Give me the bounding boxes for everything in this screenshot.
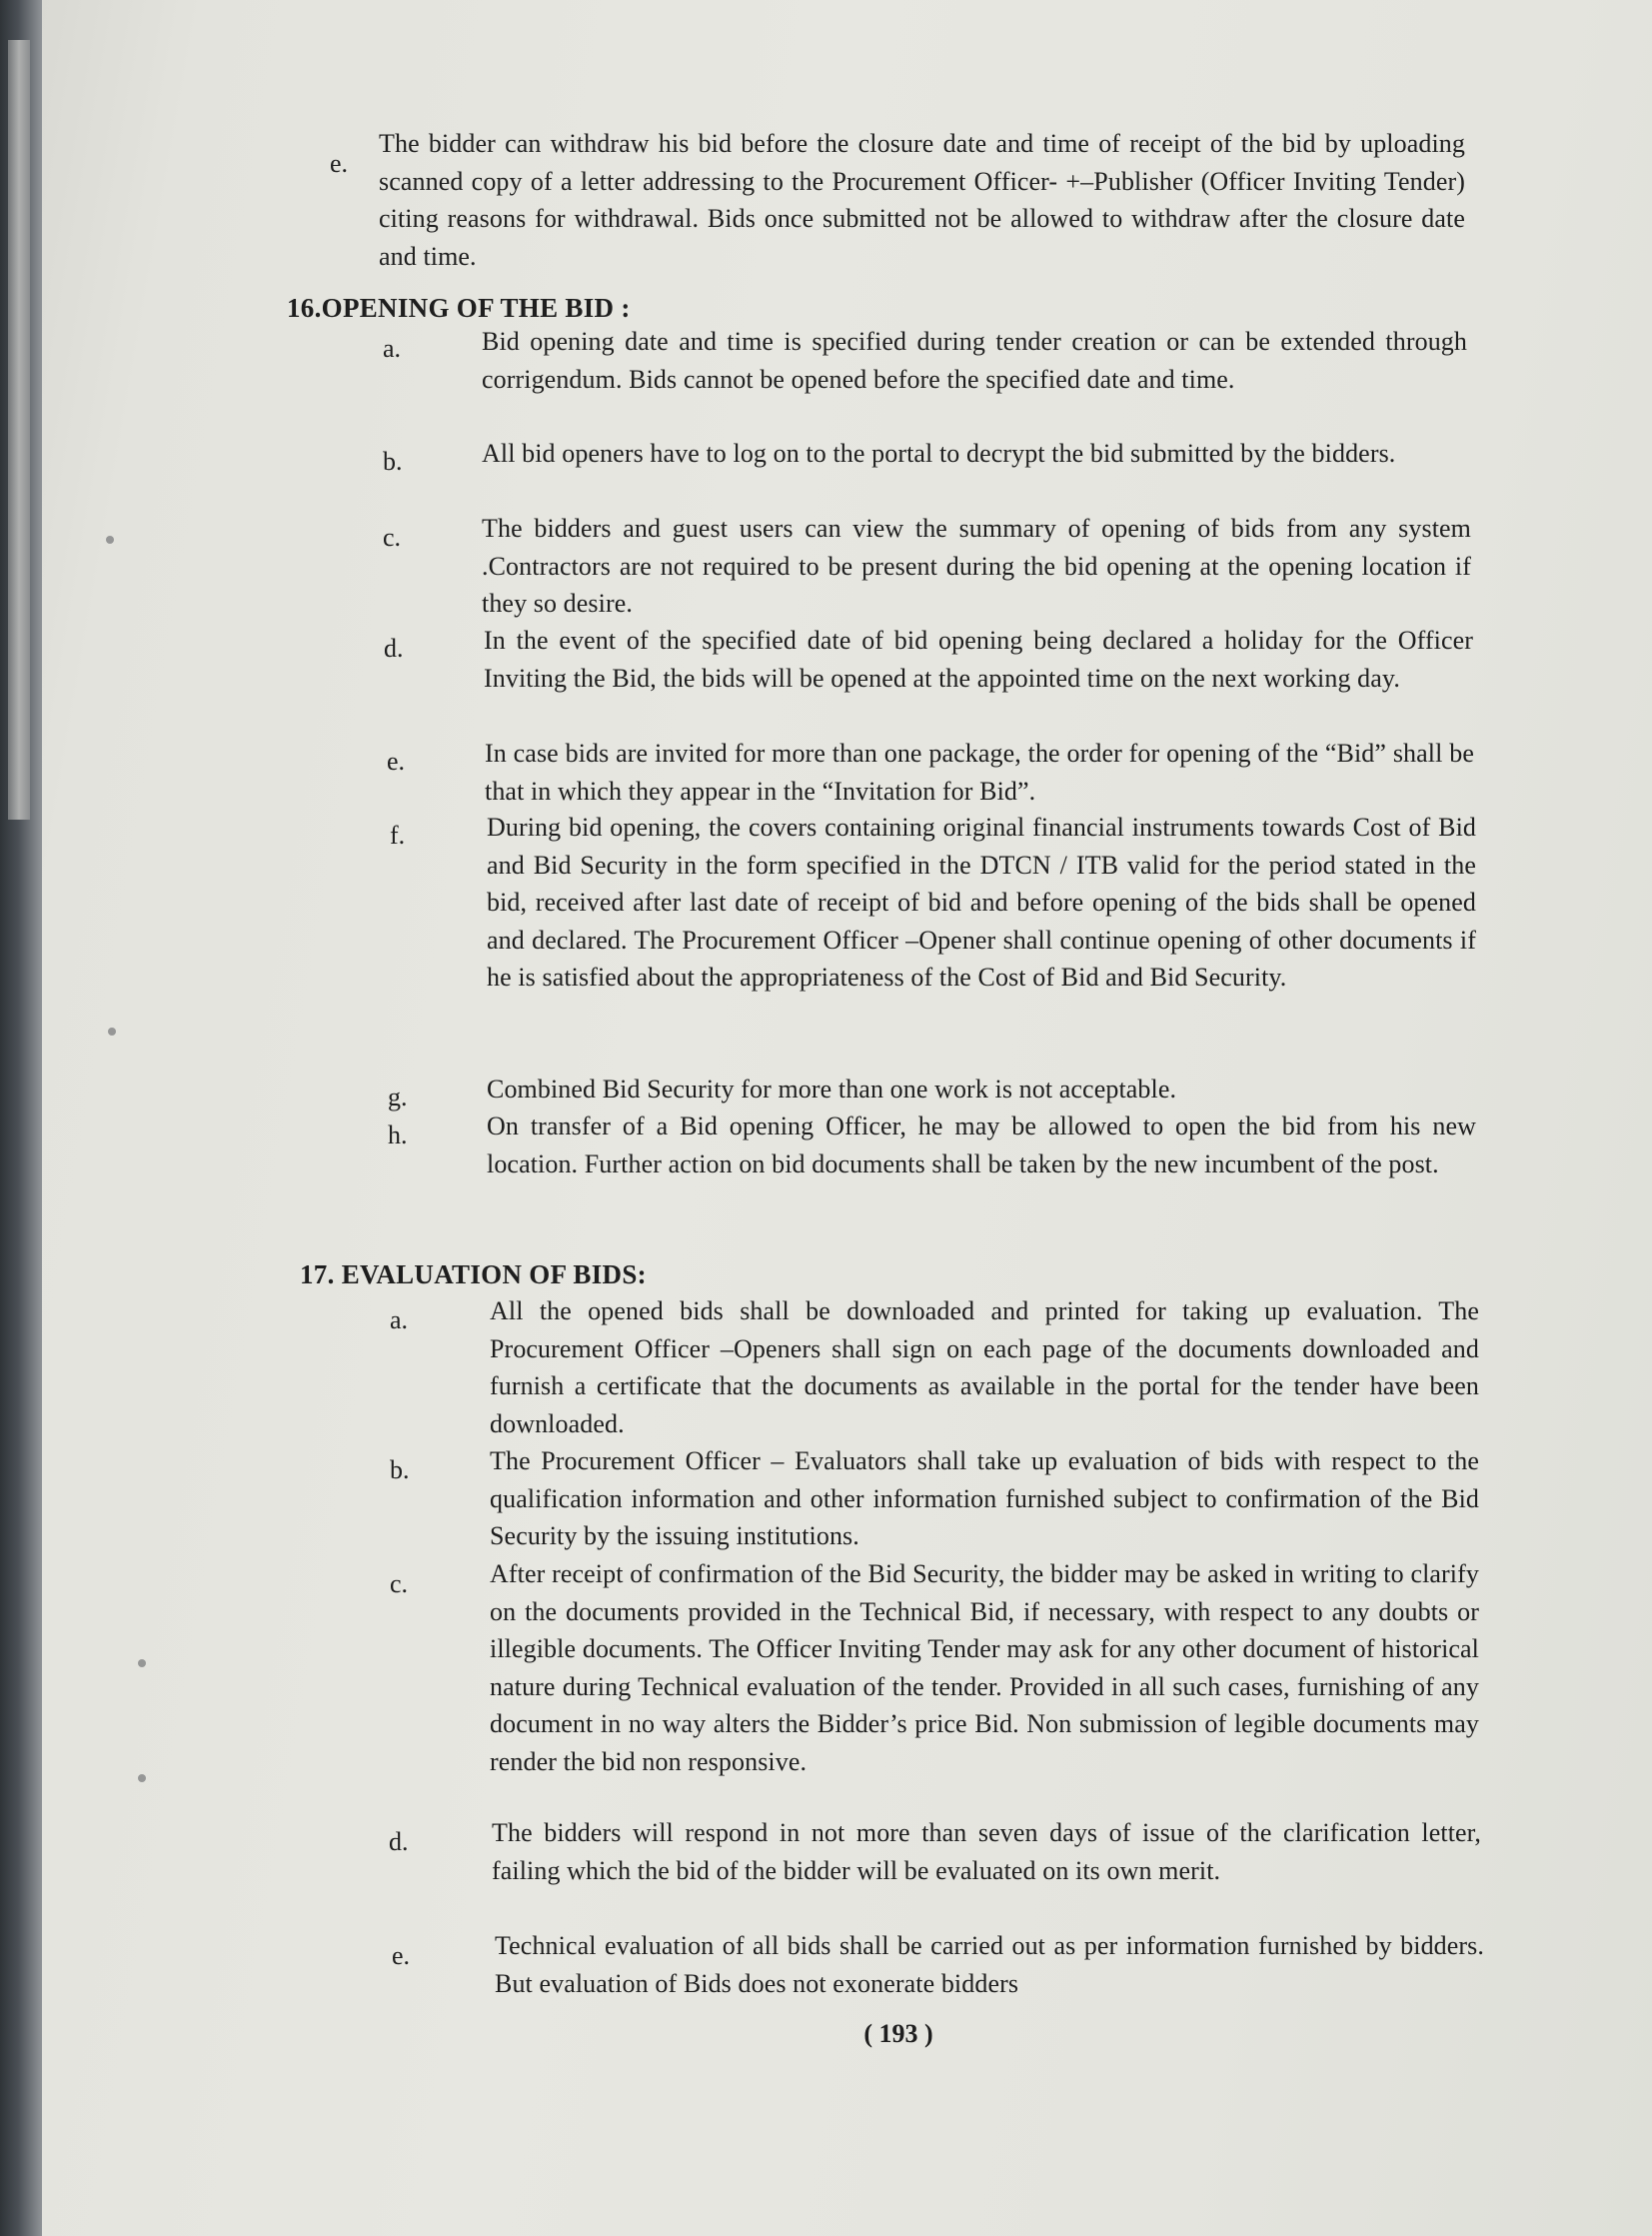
item-text: The bidders will respond in not more than seven days of issue of the clarification letter, failing which the bid of the bidder will be evaluated on its own merit.: [492, 1818, 1481, 1885]
item-text: The Procurement Officer – Evaluators shall take up evaluation of bids with respect to the qualification information and other information furnished subject to confirmation of the Bid Security by the issuing institutions.: [490, 1446, 1479, 1550]
item-text: The bidders and guest users can view the summary of opening of bids from any system .Contractors are not required to be present during the bid opening at the opening location if they so desire.: [482, 514, 1471, 618]
item-label: g.: [388, 1083, 408, 1112]
item-label: c.: [383, 523, 402, 552]
section-heading-evaluation-of-bids: 17. EVALUATION OF BIDS:: [300, 1259, 647, 1289]
item-label: f.: [390, 821, 406, 850]
item-label: e.: [330, 149, 349, 178]
page-number: ( 193 ): [863, 2019, 933, 2048]
item-label: b.: [383, 447, 403, 476]
item-label: c.: [390, 1569, 409, 1598]
item-label: e.: [387, 747, 406, 776]
item-text: Bid opening date and time is specified during tender creation or can be extended through corrigendum. Bids cannot be opened before the specified date and time.: [482, 327, 1467, 394]
item-label: e.: [392, 1941, 411, 1970]
item-text: After receipt of confirmation of the Bid Security, the bidder may be asked in writing to clarify on the documents provided in the Technical Bid, if necessary, with respect to any doubts or illegible documents. The Officer Inviting Tender may ask for any other document of historical nature during Technical evaluation of the tender. Provided in all such cases, furnishing of any document in no way alters the Bidder’s price Bid. Non submission of legible documents may render the bid non responsive.: [490, 1559, 1479, 1776]
item-label: a.: [383, 334, 402, 363]
item-text: The bidder can withdraw his bid before the closure date and time of receipt of the bid by uploading scanned copy of a letter addressing to the Procurement Officer- +–Publisher (Officer Inviting Tender) citing reasons for withdrawal. Bids once submitted not be allowed to withdraw after the closure date and time.: [379, 129, 1465, 271]
item-text: Combined Bid Security for more than one work is not acceptable.: [487, 1075, 1177, 1104]
item-label: h.: [388, 1120, 408, 1149]
item-label: a.: [390, 1305, 409, 1334]
item-text: All bid openers have to log on to the portal to decrypt the bid submitted by the bidders.: [482, 439, 1396, 468]
item-text: Technical evaluation of all bids shall be carried out as per information furnished by bidders. But evaluation of Bids does not exonerate bidders: [495, 1931, 1484, 1998]
item-text: In case bids are invited for more than one package, the order for opening of the “Bid” shall be that in which they appear in the “Invitation for Bid”.: [485, 739, 1474, 806]
item-text: On transfer of a Bid opening Officer, he may be allowed to open the bid from his new location. Further action on bid documents shall be taken by the new incumbent of the post.: [487, 1112, 1476, 1178]
item-text: During bid opening, the covers containing original financial instruments towards Cost of Bid and Bid Security in the form specified in the DTCN / ITB valid for the period stated in the bid, received after last date of receipt of bid and before opening of the bids shall be opened and declared. The Procurement Officer –Opener shall continue opening of other documents if he is satisfied about the appropriateness of the Cost of Bid and Bid Security.: [487, 813, 1476, 992]
item-label: b.: [390, 1455, 410, 1484]
item-text: All the opened bids shall be downloaded and printed for taking up evaluation. The Procurement Officer –Openers shall sign on each page of the documents downloaded and furnish a certificate that the documents as available in the portal for the tender have been downloaded.: [490, 1296, 1479, 1438]
item-label: d.: [389, 1827, 409, 1856]
section-heading-opening-of-bid: 16.OPENING OF THE BID :: [287, 293, 631, 323]
item-text: In the event of the specified date of bid opening being declared a holiday for the Officer Inviting the Bid, the bids will be opened at the appointed time on the next working day.: [484, 626, 1473, 693]
item-label: d.: [384, 634, 404, 663]
